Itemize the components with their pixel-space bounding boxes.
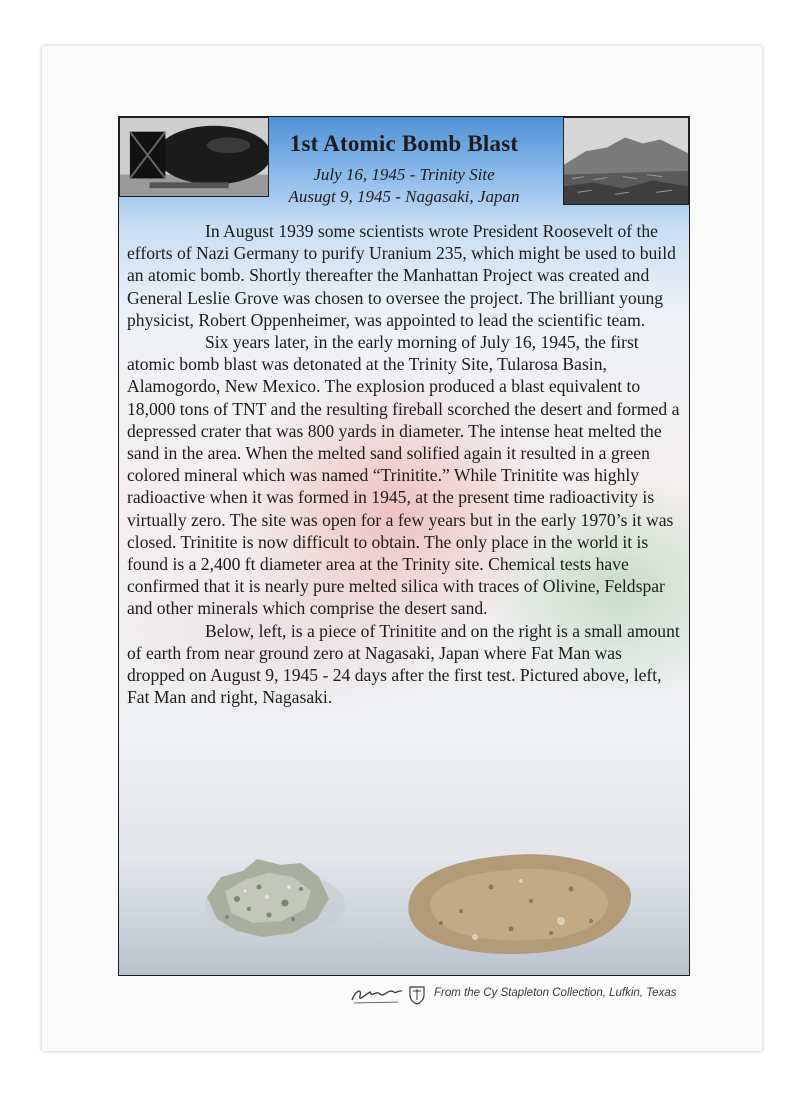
certificate-panel [118, 116, 690, 976]
certificate-body [127, 220, 683, 708]
certificate-title: 1st Atomic Bomb Blast [289, 131, 519, 156]
trinity-date-subtitle: July 16, 1945 - Trinity Site [313, 165, 495, 184]
collection-credit-text: From the Cy Stapleton Collection, Lufkin, Texas [434, 987, 677, 999]
signature-icon [348, 982, 404, 1006]
body-paragraph-history: In August 1939 some scientists wrote President Roosevelt of the efforts of Nazi Germany to purify Uranium 235, which might be used to build an atomic bomb. Shortly thereafter the Manhattan Project was created and General Leslie Grove was chosen to oversee the project. The brilliant young physicist, Robert Oppenheimer, was appointed to lead the scientific team. [127, 221, 676, 330]
body-paragraph-specimens: Below, left, is a piece of Trinitite and on the right is a small amount of earth from near ground zero at Nagasaki, Japan where Fat Man was dropped on August 9, 1945 - 24 days after the first test. Pictured above, left, Fat Man and right, Nagasaki. [127, 620, 680, 708]
collection-credit [340, 980, 700, 1010]
nagasaki-date-subtitle: Ausugt 9, 1945 - Nagasaki, Japan [288, 187, 520, 206]
body-paragraph-trinity: Six years later, in the early morning of July 16, 1945, the first atomic bomb blast was detonated at the Trinity Site, Tularosa Basin, Alamogordo, New Mexico. The explosion produced a blast equivalent to 18,000 tons of TNT and the resulting fireball scorched the desert and formed a depressed crater that was 800 yards in diameter. The intense heat melted the sand in the area. When the melted sand solified again it resulted in a green colored mineral which was named “Trinitite.” While Trinitite was highly radioactive when it was formed in 1945, at the present time radioactivity is virtually zero. The site was open for a few years but in the early 1970’s it was closed. Trinitite is now difficult to obtain. The only place in the world it is found is a 2,400 ft diameter area at the Trinity site. Chemical tests have confirmed that it is nearly pure melted silica with traces of Olivine, Feldspar and other minerals which comprise the desert sand. [127, 332, 680, 619]
crest-icon [406, 984, 428, 1006]
fat-man-bomb-photo [119, 117, 269, 197]
trinitite-specimen [197, 847, 347, 947]
nagasaki-earth-specimen [401, 841, 639, 961]
